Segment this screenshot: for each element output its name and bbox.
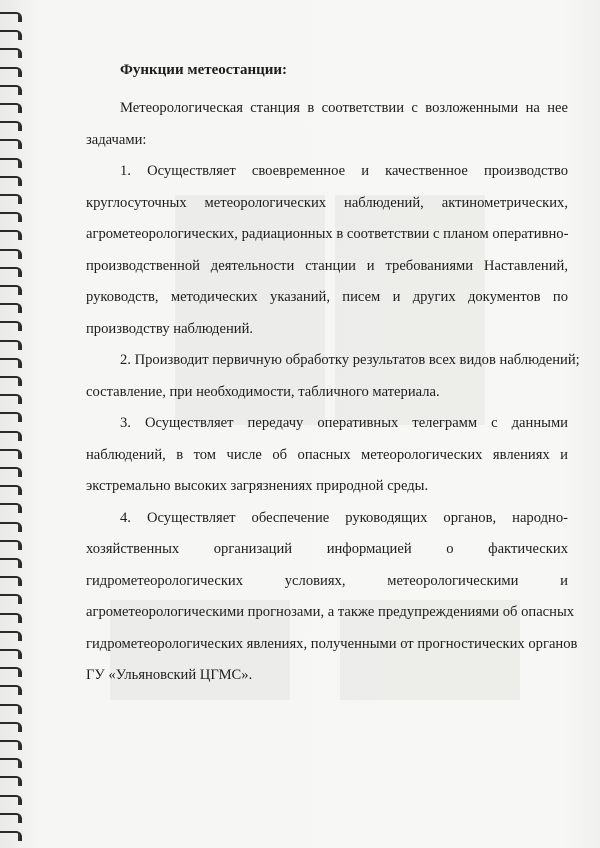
text-line: 2. Производит первичную обработку результатов всех видов наблюдений; — [120, 352, 580, 368]
binding-ring — [0, 210, 30, 222]
binding-ring — [0, 392, 30, 404]
binding-ring — [0, 611, 30, 623]
binding-ring — [0, 319, 30, 331]
binding-ring — [0, 46, 30, 58]
binding-ring — [0, 538, 30, 550]
text-line: Метеорологическая станция в соответствии с возложенными на нее — [120, 100, 568, 116]
binding-ring — [0, 374, 30, 386]
intro-paragraph — [86, 93, 568, 156]
binding-ring — [0, 465, 30, 477]
text-line: руководств, методических указаний, писем и других документов по — [86, 289, 568, 305]
text-line: наблюдений, в том числе об опасных метеорологических явлениях и — [86, 446, 568, 463]
binding-ring — [0, 793, 30, 805]
binding-ring — [0, 247, 30, 259]
binding-ring — [0, 83, 30, 95]
text-line: агрометеорологическими прогнозами, а также предупреждениями об опасных — [86, 604, 575, 620]
list-item-4 — [86, 503, 578, 692]
text-line: гидрометеорологических условиях, метеорологическими и — [86, 572, 568, 589]
binding-ring — [0, 811, 30, 823]
binding-ring — [0, 338, 30, 350]
text-line: 4. Осуществляет обеспечение руководящих органов, народно- — [120, 509, 568, 526]
text-line: 1. Осуществляет своевременное и качественное производство — [120, 163, 568, 179]
text-line: составление, при необходимости, табличного материала. — [86, 383, 440, 400]
text-line: производству наблюдений. — [86, 320, 254, 337]
binding-ring — [0, 410, 30, 422]
binding-ring — [0, 265, 30, 277]
binding-ring — [0, 483, 30, 495]
list-item-2 — [86, 345, 580, 408]
section-heading: Функции метеостанции: — [120, 62, 288, 78]
binding-ring — [0, 592, 30, 604]
text-line: производственной деятельности станции и требованиями Наставлений, — [86, 257, 568, 274]
text-line: хозяйственных организаций информацией о фактических — [86, 541, 568, 557]
binding-ring — [0, 301, 30, 313]
binding-ring — [0, 119, 30, 131]
binding-ring — [0, 829, 30, 841]
text-line: круглосуточных метеорологических наблюдений, актинометрических, — [86, 194, 568, 211]
binding-ring — [0, 228, 30, 240]
binding-ring — [0, 501, 30, 513]
binding-ring — [0, 174, 30, 186]
binding-ring — [0, 137, 30, 149]
binding-ring — [0, 356, 30, 368]
binding-ring — [0, 28, 30, 40]
binding-ring — [0, 520, 30, 532]
binding-ring — [0, 665, 30, 677]
spiral-binding — [0, 0, 34, 848]
binding-ring — [0, 156, 30, 168]
text-line: гидрометеорологических явлениях, полученными от прогностических органов — [86, 635, 578, 652]
binding-ring — [0, 65, 30, 77]
binding-ring — [0, 629, 30, 641]
binding-ring — [0, 192, 30, 204]
list-item-3 — [86, 408, 568, 503]
binding-ring — [0, 556, 30, 568]
binding-ring — [0, 429, 30, 441]
text-line: агрометеорологических, радиационных в соответствии с планом оперативно- — [86, 226, 569, 242]
text-line: ГУ «Ульяновский ЦГМС». — [86, 667, 253, 683]
binding-ring — [0, 574, 30, 586]
text-line: экстремально высоких загрязнениях природной среды. — [86, 478, 429, 494]
binding-ring — [0, 756, 30, 768]
text-line: 3. Осуществляет передачу оперативных телеграмм с данными — [120, 415, 568, 431]
binding-ring — [0, 720, 30, 732]
text-line: задачами: — [86, 131, 147, 148]
binding-ring — [0, 10, 30, 22]
binding-ring — [0, 774, 30, 786]
binding-ring — [0, 702, 30, 714]
binding-ring — [0, 283, 30, 295]
binding-ring — [0, 683, 30, 695]
binding-ring — [0, 738, 30, 750]
document-body — [86, 56, 580, 692]
list-item-1 — [86, 156, 568, 345]
binding-ring — [0, 647, 30, 659]
binding-ring — [0, 101, 30, 113]
binding-ring — [0, 447, 30, 459]
